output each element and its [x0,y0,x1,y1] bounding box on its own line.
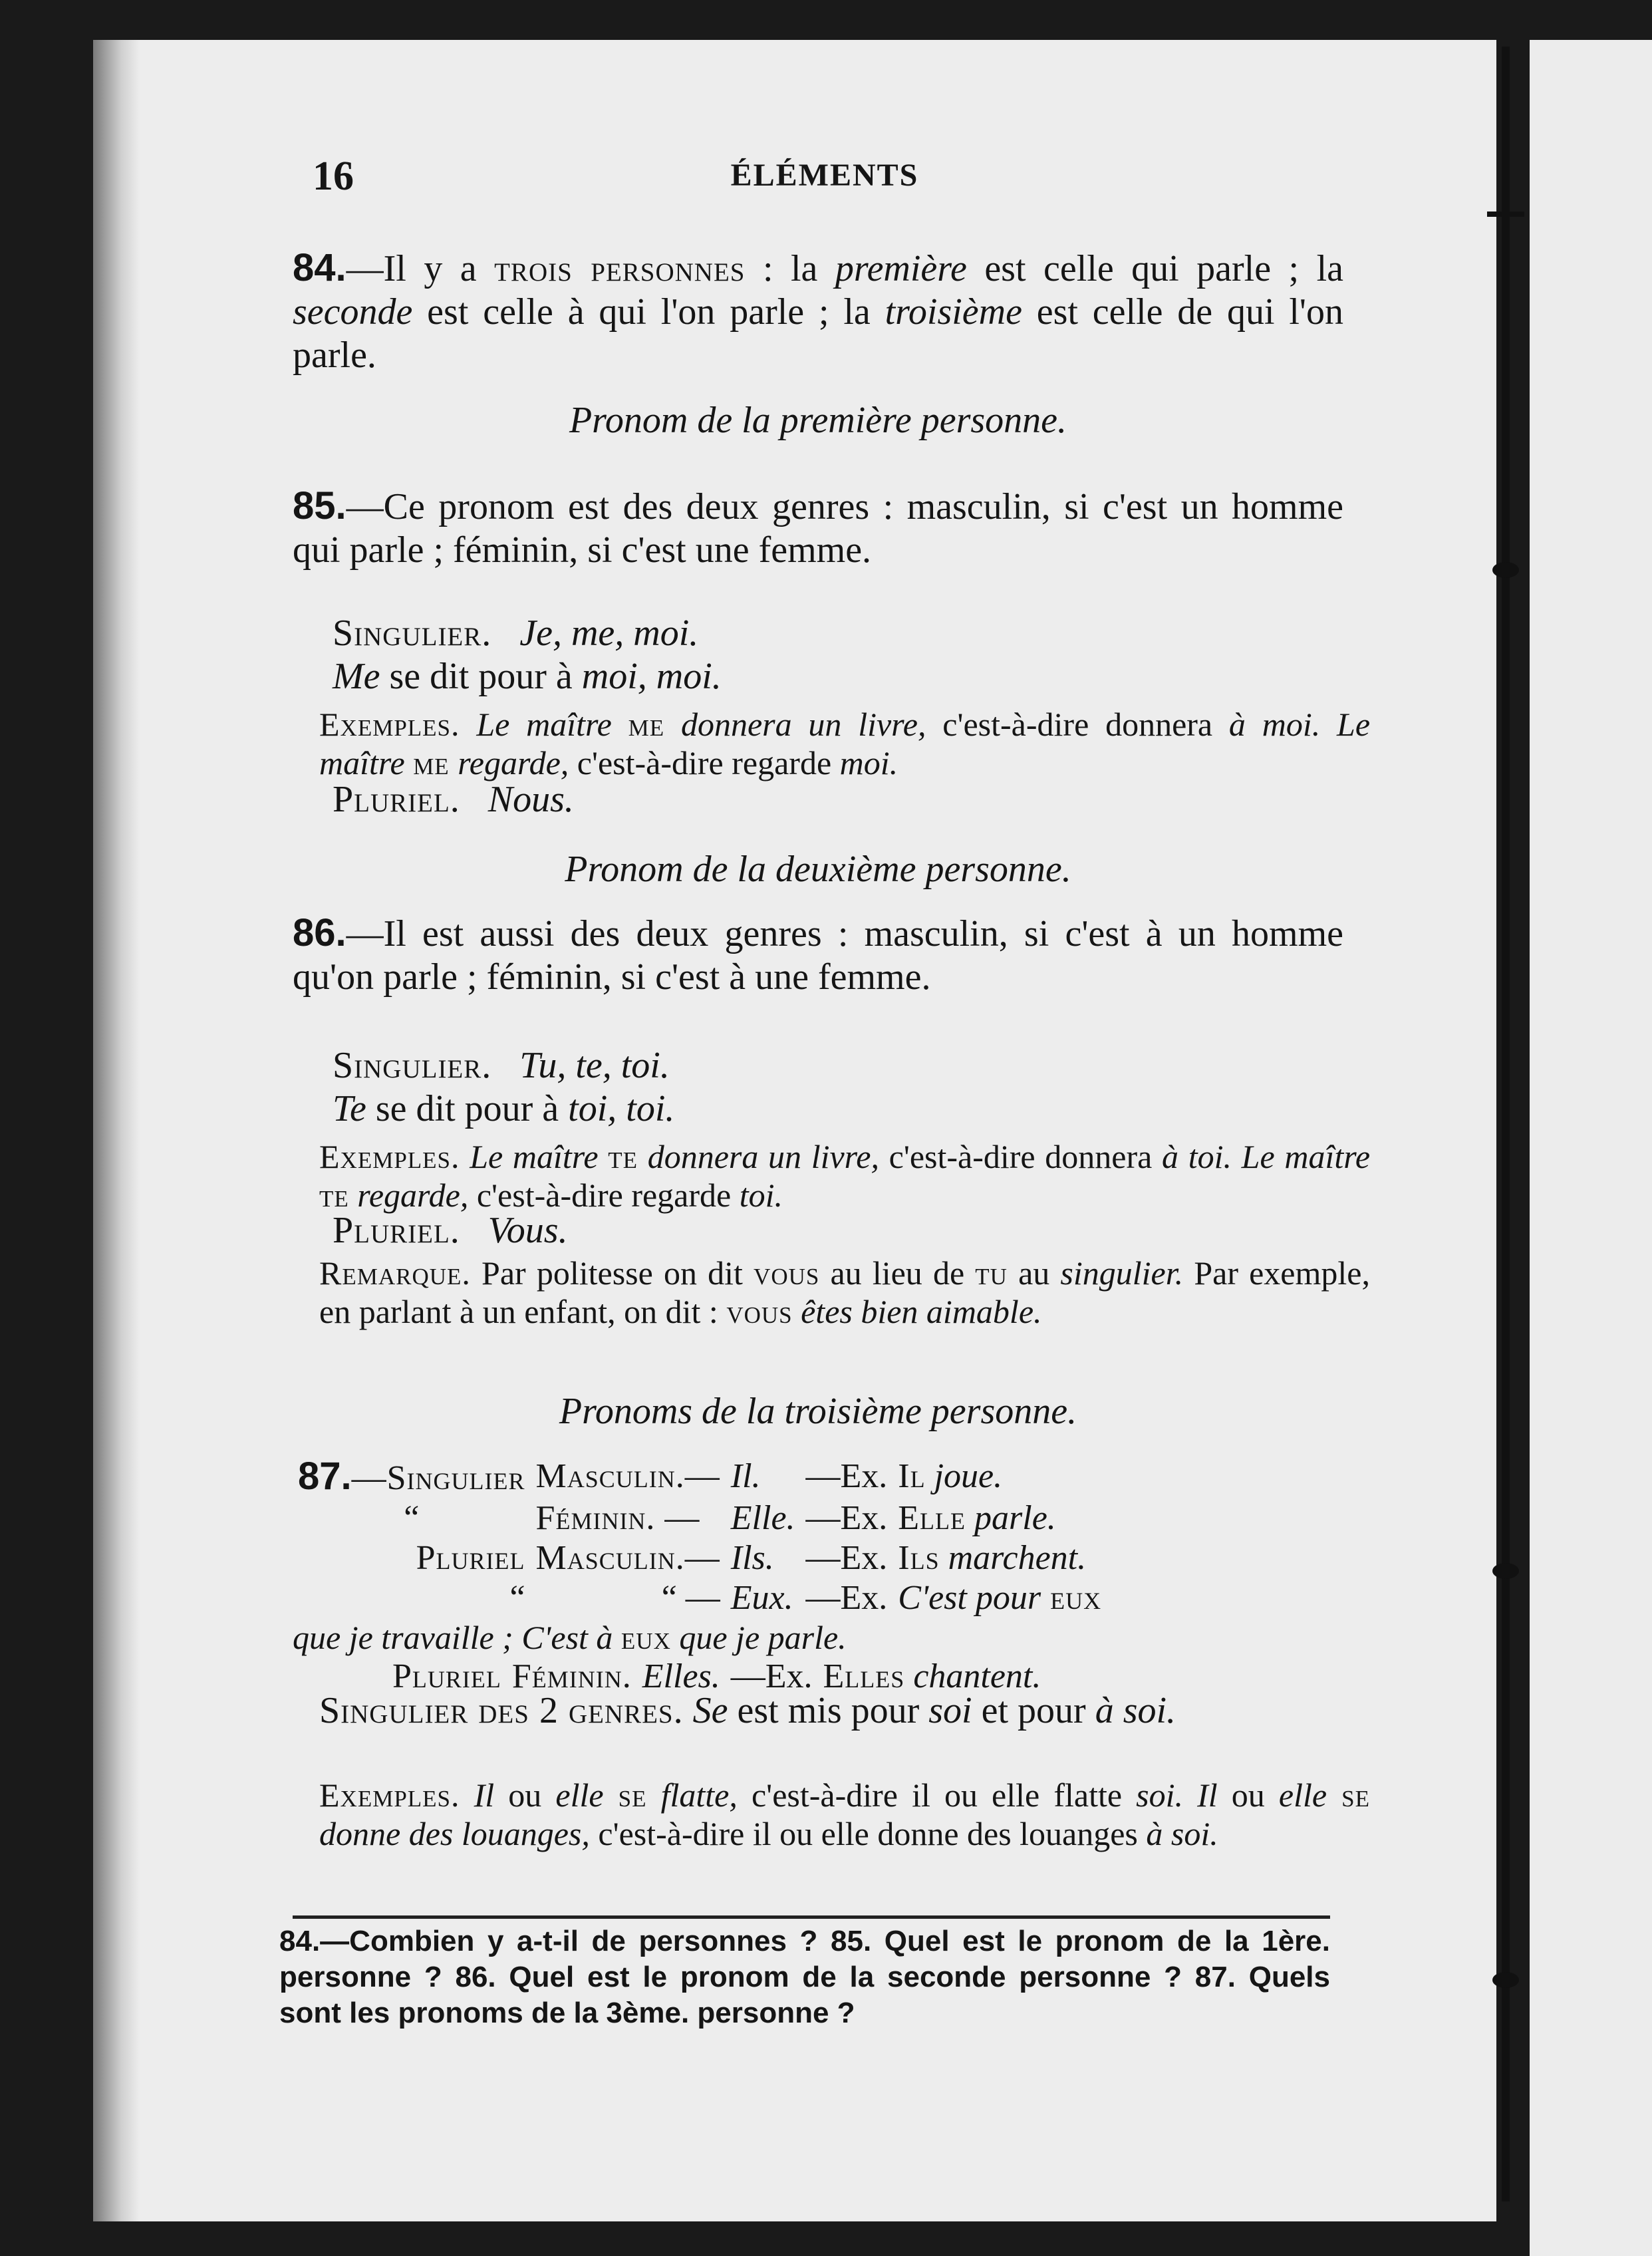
running-header [313,153,1337,206]
section-heading: Pronom de la première personne. [569,400,1067,441]
pronoun-table [293,1457,1107,1618]
section-heading: Pronom de la deuxième personne. [565,849,1071,890]
section-heading: Pronoms de la troisième personne. [559,1391,1077,1432]
page-gutter-shadow [93,40,140,2221]
paragraph-87 [293,1457,1343,1697]
footnote-questions: 84.—Combien y a-t-il de personnes ? 85. Quel est le pronom de la 1ère. personne ? 86. Quel est le pronom de la seconde personne ? 87. Quels sont les pronoms de la 3ème. personne ? [279,1925,1330,2029]
singular-forms-1: Singulier. Je, me, moi. Me se dit pour à moi, moi. [333,613,722,697]
paragraph-84: 84.—Il y a trois personnes : la première est celle qui parle ; la seconde est celle à qui l'on parle ; la troisième est celle de qui l'on parle. [293,246,1344,376]
paragraph-number: 84. [293,246,346,289]
spine-stitch [1492,562,1519,578]
remark: Remarque. Par politesse on dit vous au lieu de tu au singulier. Par exemple, en parlant à un enfant, on dit : vous êtes bien aimable. [319,1254,1370,1330]
binding-spine [1502,47,1510,2201]
table-row: Pluriel Féminin. Elles. —Ex. Elles chantent. [392,1657,1041,1695]
examples-1: Exemples. Le maître me donnera un livre, c'est-à-dire donnera à moi. Le maître me regarde, c'est-à-dire regarde moi. [319,706,1371,781]
spine-stitch [1492,1563,1519,1579]
footnote-divider [293,1915,1330,1919]
continuation-line: que je travaille ; C'est à eux que je parle. [293,1619,847,1656]
spine-mark [1487,212,1524,217]
running-title: ÉLÉMENTS [730,158,919,193]
examples-3: Exemples. Il ou elle se flatte, c'est-à-dire il ou elle flatte soi. Il ou elle se donne des louanges, c'est-à-dire il ou elle donne des louanges à soi. [319,1776,1371,1852]
table-row: Pluriel Masculin.— Ils. —Ex. Ils marchent. [416,1539,1087,1577]
table-row: 87.—Singulier Masculin.— Il. —Ex. Il joue. [298,1455,1003,1498]
examples-2: Exemples. Le maître te donnera un livre, c'est-à-dire donnera à toi. Le maître te regarde, c'est-à-dire regarde toi. [319,1138,1371,1214]
paragraph-number: 87. [298,1455,352,1498]
table-row: “ “ — Eux. —Ex. C'est pour eux [509,1579,1102,1617]
both-genders-line: Singulier des 2 genres. Se est mis pour soi et pour à soi. [319,1690,1176,1731]
paragraph-number: 86. [293,911,346,954]
paragraph-85: 85.—Ce pronom est des deux genres : masculin, si c'est un homme qui parle ; féminin, si c'est une femme. [293,484,1343,571]
plural-forms-2: Pluriel. Vous. [333,1210,568,1251]
page-number: 16 [313,154,354,199]
facing-page-edge [1530,40,1652,2256]
paragraph-86: 86.—Il est aussi des deux genres : masculin, si c'est à un homme qu'on parle ; féminin, si c'est à une femme. [293,911,1343,998]
paragraph-number: 85. [293,484,346,527]
plural-forms-1: Pluriel. Nous. [333,779,574,820]
table-row: “ Féminin. — Elle. —Ex. Elle parle. [404,1499,1056,1537]
spine-stitch [1492,1972,1519,1988]
singular-forms-2: Singulier. Tu, te, toi. Te se dit pour à toi, toi. [333,1045,675,1129]
